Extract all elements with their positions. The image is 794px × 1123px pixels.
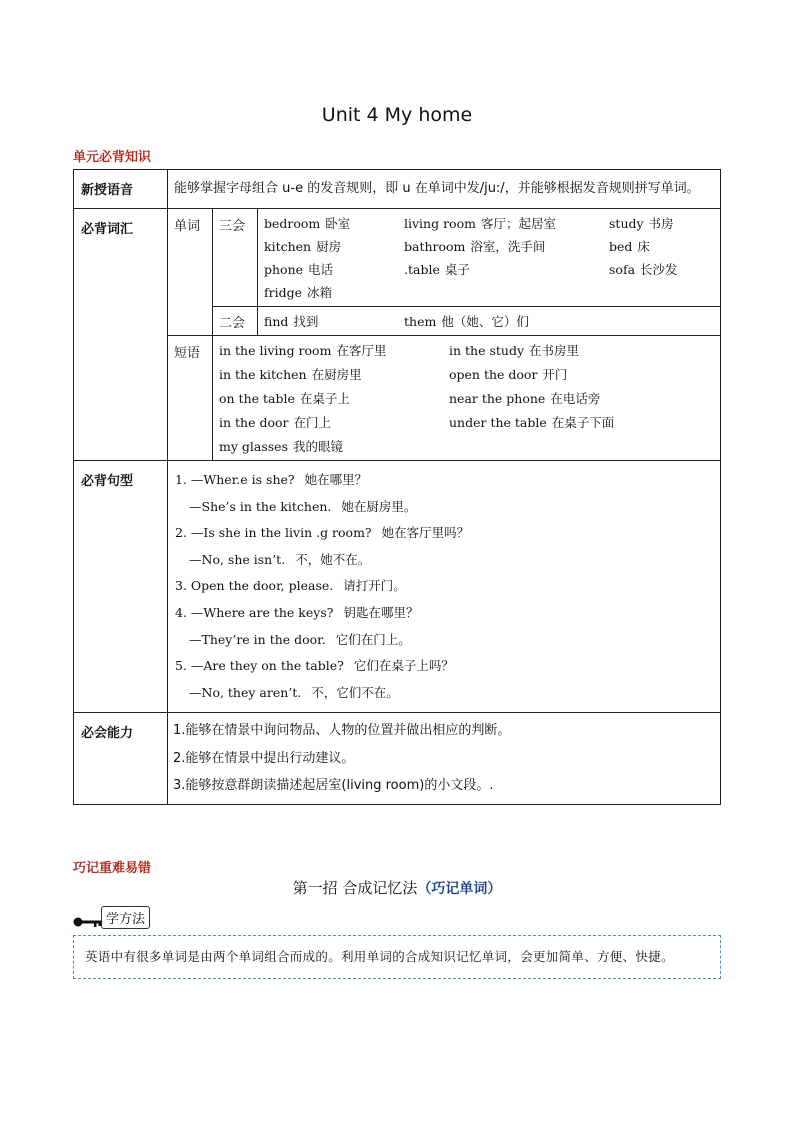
row-vocab (74, 209, 721, 461)
row-label: 必背句型 (74, 461, 168, 713)
sentence-item: 2. —Is she in the livin .g room? 她在客厅里吗？ (175, 525, 470, 541)
sentence-item: —No, they aren’t. 不，它们不在。 (189, 684, 399, 700)
word-item: living room 客厅；起居室 (404, 216, 556, 231)
phrase-item: open the door 开门 (449, 367, 568, 382)
knowledge-table (73, 169, 721, 805)
phrases-label: 短语 (168, 336, 213, 461)
section-label-tips: 巧记重难易错 (73, 861, 152, 876)
tip-title (0, 877, 794, 898)
row-label: 必背词汇 (74, 209, 168, 461)
ability-item: 1.能够在情景中询问物品、人物的位置并做出相应的判断。 (173, 723, 511, 739)
method-badge (73, 906, 150, 929)
row-label: 新授语音 (74, 170, 168, 209)
phrase-item: in the living room 在客厅里 (219, 343, 387, 358)
level3-label: 三会 (213, 209, 258, 307)
word-item: .table 桌子 (404, 262, 470, 277)
word-item: bathroom 浴室，洗手间 (404, 239, 546, 254)
sentence-item: —She’s in the kitchen. 她在厨房里。 (189, 498, 417, 514)
row-pronunciation (74, 170, 721, 209)
sentence-item: 1. —Wher.e is she? 她在哪里？ (175, 472, 368, 487)
sentence-item: 5. —Are they on the table? 它们在桌子上吗？ (175, 658, 454, 674)
words3-grid (258, 209, 720, 306)
ability-item: 2.能够在情景中提出行动建议。 (173, 750, 355, 766)
sentence-list (168, 461, 720, 712)
row-abilities (74, 713, 721, 805)
word-item: sofa 长沙发 (609, 262, 678, 277)
section-label-knowledge: 单元必背知识 (73, 150, 152, 165)
row-sentences (74, 461, 721, 713)
word-item: kitchen 厨房 (264, 239, 342, 254)
word-item: study 书房 (609, 216, 674, 231)
word-item: them 他（她、它）们 (404, 314, 529, 329)
word-item: phone 电话 (264, 262, 334, 277)
sentence-item: 4. —Where are the keys? 钥匙在哪里？ (175, 604, 419, 620)
level2-label: 二会 (213, 307, 258, 336)
method-badge-label: 学方法 (101, 906, 150, 929)
phrase-item: on the table 在桌子上 (219, 391, 350, 406)
phrases-grid (213, 336, 720, 460)
sentence-item: —They’re in the door. 它们在门上。 (189, 631, 411, 647)
phrase-item: under the table 在桌子下面 (449, 415, 615, 430)
tip-title-text: 第一招 合成记忆法 (292, 879, 418, 897)
phrase-item: in the study 在书房里 (449, 343, 580, 358)
words2-grid (258, 307, 720, 335)
words-label: 单词 (168, 209, 213, 336)
word-item: bed 床 (609, 239, 650, 254)
tip-box: 英语中有很多单词是由两个单词组合而成的。利用单词的合成知识记忆单词，会更加简单、方便、快捷。 (73, 935, 721, 979)
pronunciation-text: 能够掌握字母组合 u-e 的发音规则，即 u 在单词中发/ju:/，并能够根据发音规则拼写单词。 (168, 170, 721, 209)
phrase-item: near the phone 在电话旁 (449, 391, 601, 406)
sentence-item: 3. Open the door, please. 请打开门。 (175, 578, 406, 594)
word-item: fridge 冰箱 (264, 285, 333, 300)
word-item: bedroom 卧室 (264, 216, 351, 231)
row-label: 必会能力 (74, 713, 168, 805)
tip-title-highlight: （巧记单词） (417, 881, 502, 897)
phrase-item: in the door 在门上 (219, 415, 332, 430)
phrase-item: in the kitchen 在厨房里 (219, 367, 362, 382)
phrase-item: my glasses 我的眼镜 (219, 439, 343, 454)
word-item: find 找到 (264, 314, 319, 329)
ability-item: 3.能够按意群朗读描述起居室(living room)的小文段。. (173, 778, 494, 794)
page-title: Unit 4 My home (321, 104, 473, 126)
ability-list (168, 713, 720, 804)
sentence-item: —No, she isn’t. 不，她不在。 (189, 551, 371, 567)
key-icon (73, 913, 103, 923)
